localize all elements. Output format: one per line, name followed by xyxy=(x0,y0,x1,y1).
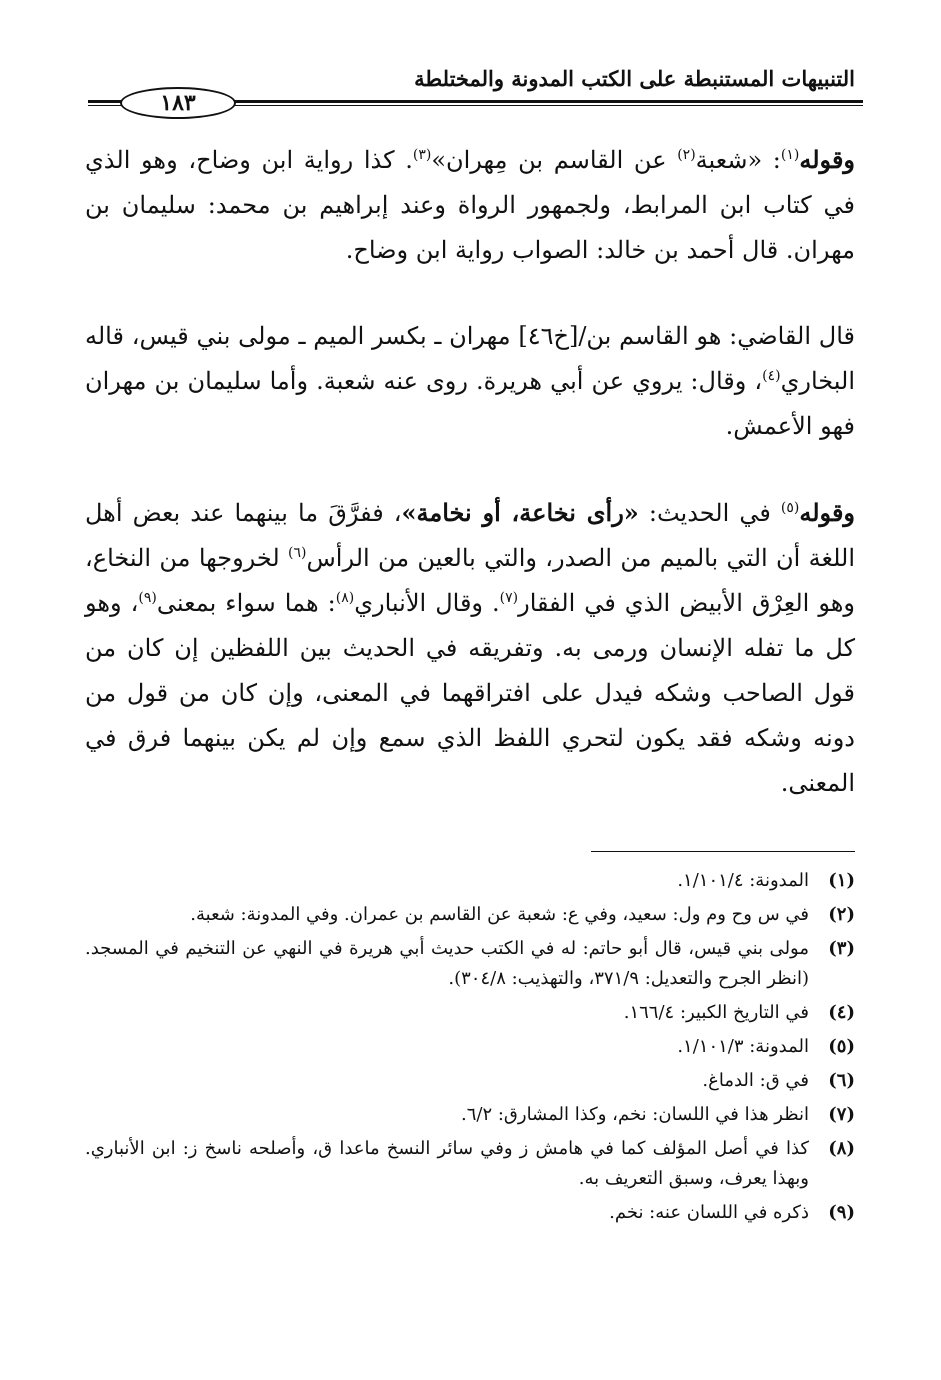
running-header-title: التنبيهات المستنبطة على الكتب المدونة والمختلطة xyxy=(414,66,855,91)
paragraph-3 xyxy=(85,490,855,806)
footnote-ref-7[interactable]: (٧) xyxy=(499,590,519,606)
footnote-number: (٥) xyxy=(828,1036,855,1057)
paragraph-text: في الحديث: xyxy=(638,499,781,527)
footnote-item xyxy=(85,1198,855,1228)
footnote-text: مولى بني قيس، قال أبو حاتم: له في الكتب حديث أبي هريرة في النهي عن التنخيم في المسجد. (انظر الجرح والتعديل: ٣٧١/٩، والتهذيب: ٣٠٤/٨). xyxy=(85,938,809,989)
footnote-ref-5[interactable]: (٥) xyxy=(780,500,800,516)
paragraph-text: . وقال الأنباري xyxy=(354,589,500,617)
lemma-word: وقوله xyxy=(799,145,855,174)
paragraph-text: : «شعبة xyxy=(695,146,781,174)
paragraph-text: عن القاسم بن مِهران» xyxy=(431,146,678,174)
footnote-ref-8[interactable]: (٨) xyxy=(335,590,355,606)
footnote-ref-2[interactable]: (٢) xyxy=(677,147,696,163)
footnote-text: ذكره في اللسان عنه: نخم. xyxy=(609,1202,809,1223)
footnote-item xyxy=(85,1032,855,1062)
footnote-ref-1[interactable]: (١) xyxy=(780,147,800,163)
footnote-number: (٨) xyxy=(828,1138,855,1159)
paragraph-text: . كذا رواية ابن وضاح، وهو الذي في كتاب ابن المرابط، ولجمهور الرواة وعند إبراهيم بن محمد: سليمان بن مهران. قال أحمد بن خالد: الصواب رواية ابن وضاح. xyxy=(85,146,855,264)
footnote-text: في ق: الدماغ. xyxy=(702,1070,809,1091)
paragraph-text: ، ففرَّقَ ما بينهما عند بعض أهل اللغة أن التي بالميم من الصدر، والتي بالعين من الرأس xyxy=(85,499,855,572)
hadith-quote: «رأى نخاعة، أو نخامة» xyxy=(401,498,639,527)
footnote-item xyxy=(85,1066,855,1096)
footnote-ref-3[interactable]: (٣) xyxy=(412,147,432,163)
footnote-number: (٩) xyxy=(828,1202,855,1223)
footnote-number: (٧) xyxy=(828,1104,855,1125)
footnote-text: المدونة: ١/١٠١/٣. xyxy=(677,1036,809,1057)
paragraph-text: ، وقال: يروي عن أبي هريرة. روى عنه شعبة. وأما سليمان بن مهران فهو الأعمش. xyxy=(85,367,855,440)
paragraph-text: قال القاضي: هو القاسم بن/[خ٤٦] مهران ـ بكسر الميم ـ مولى بني قيس، قاله البخاري xyxy=(85,322,855,395)
lemma-word: وقوله xyxy=(799,498,855,527)
paragraph-text: ، وهو كل ما تفله الإنسان ورمى به. وتفريقه في الحديث بين اللفظين إن كان من قول الصاحب وشكه فيدل على افتراقهما في المعنى، وإن كان من قول من دونه وشكه فقد يكون لتحري اللفظ الذي سمع وإن لم يكن بينهما فرق في المعنى. xyxy=(85,589,855,797)
paragraph-text: : هما سواء بمعنى xyxy=(156,589,336,617)
footnote-number: (٦) xyxy=(828,1070,855,1091)
footnote-ref-9[interactable]: (٩) xyxy=(138,590,157,606)
footnote-number: (٣) xyxy=(828,938,855,959)
footnote-ref-4[interactable]: (٤) xyxy=(762,368,781,384)
footnote-number: (٢) xyxy=(828,904,855,925)
footnote-item xyxy=(85,866,855,896)
footnote-separator xyxy=(591,851,855,852)
paragraph-2 xyxy=(85,314,855,449)
footnote-number: (١) xyxy=(828,870,855,891)
footnote-item xyxy=(85,998,855,1028)
footnote-number: (٤) xyxy=(828,1002,855,1023)
footnote-item xyxy=(85,900,855,930)
footnote-item xyxy=(85,934,855,994)
page-number: ١٨٣ xyxy=(120,87,236,119)
paragraph-1 xyxy=(85,137,855,273)
footnote-text: انظر هذا في اللسان: نخم، وكذا المشارق: ٦/٢. xyxy=(460,1104,809,1125)
footnote-item xyxy=(85,1134,855,1194)
footnote-text: في س وح وم ول: سعيد، وفي ع: شعبة عن القاسم بن عمران. وفي المدونة: شعبة. xyxy=(190,904,809,925)
footnote-ref-6[interactable]: (٦) xyxy=(288,545,307,561)
footnote-item xyxy=(85,1100,855,1130)
footnote-text: المدونة: ١/١٠١/٤. xyxy=(677,870,809,891)
footnote-text: كذا في أصل المؤلف كما في هامش ز وفي سائر النسخ ماعدا ق، وأصلحه ناسخ ز: ابن الأنباري. وبهذا يعرف، وسبق التعريف به. xyxy=(85,1138,809,1189)
footnotes-list xyxy=(85,866,855,1232)
paragraph-text: لخروجها من النخاع، وهو العِرْق الأبيض الذي في الفقار xyxy=(85,544,855,617)
footnote-text: في التاريخ الكبير: ١٦٦/٤. xyxy=(623,1002,809,1023)
